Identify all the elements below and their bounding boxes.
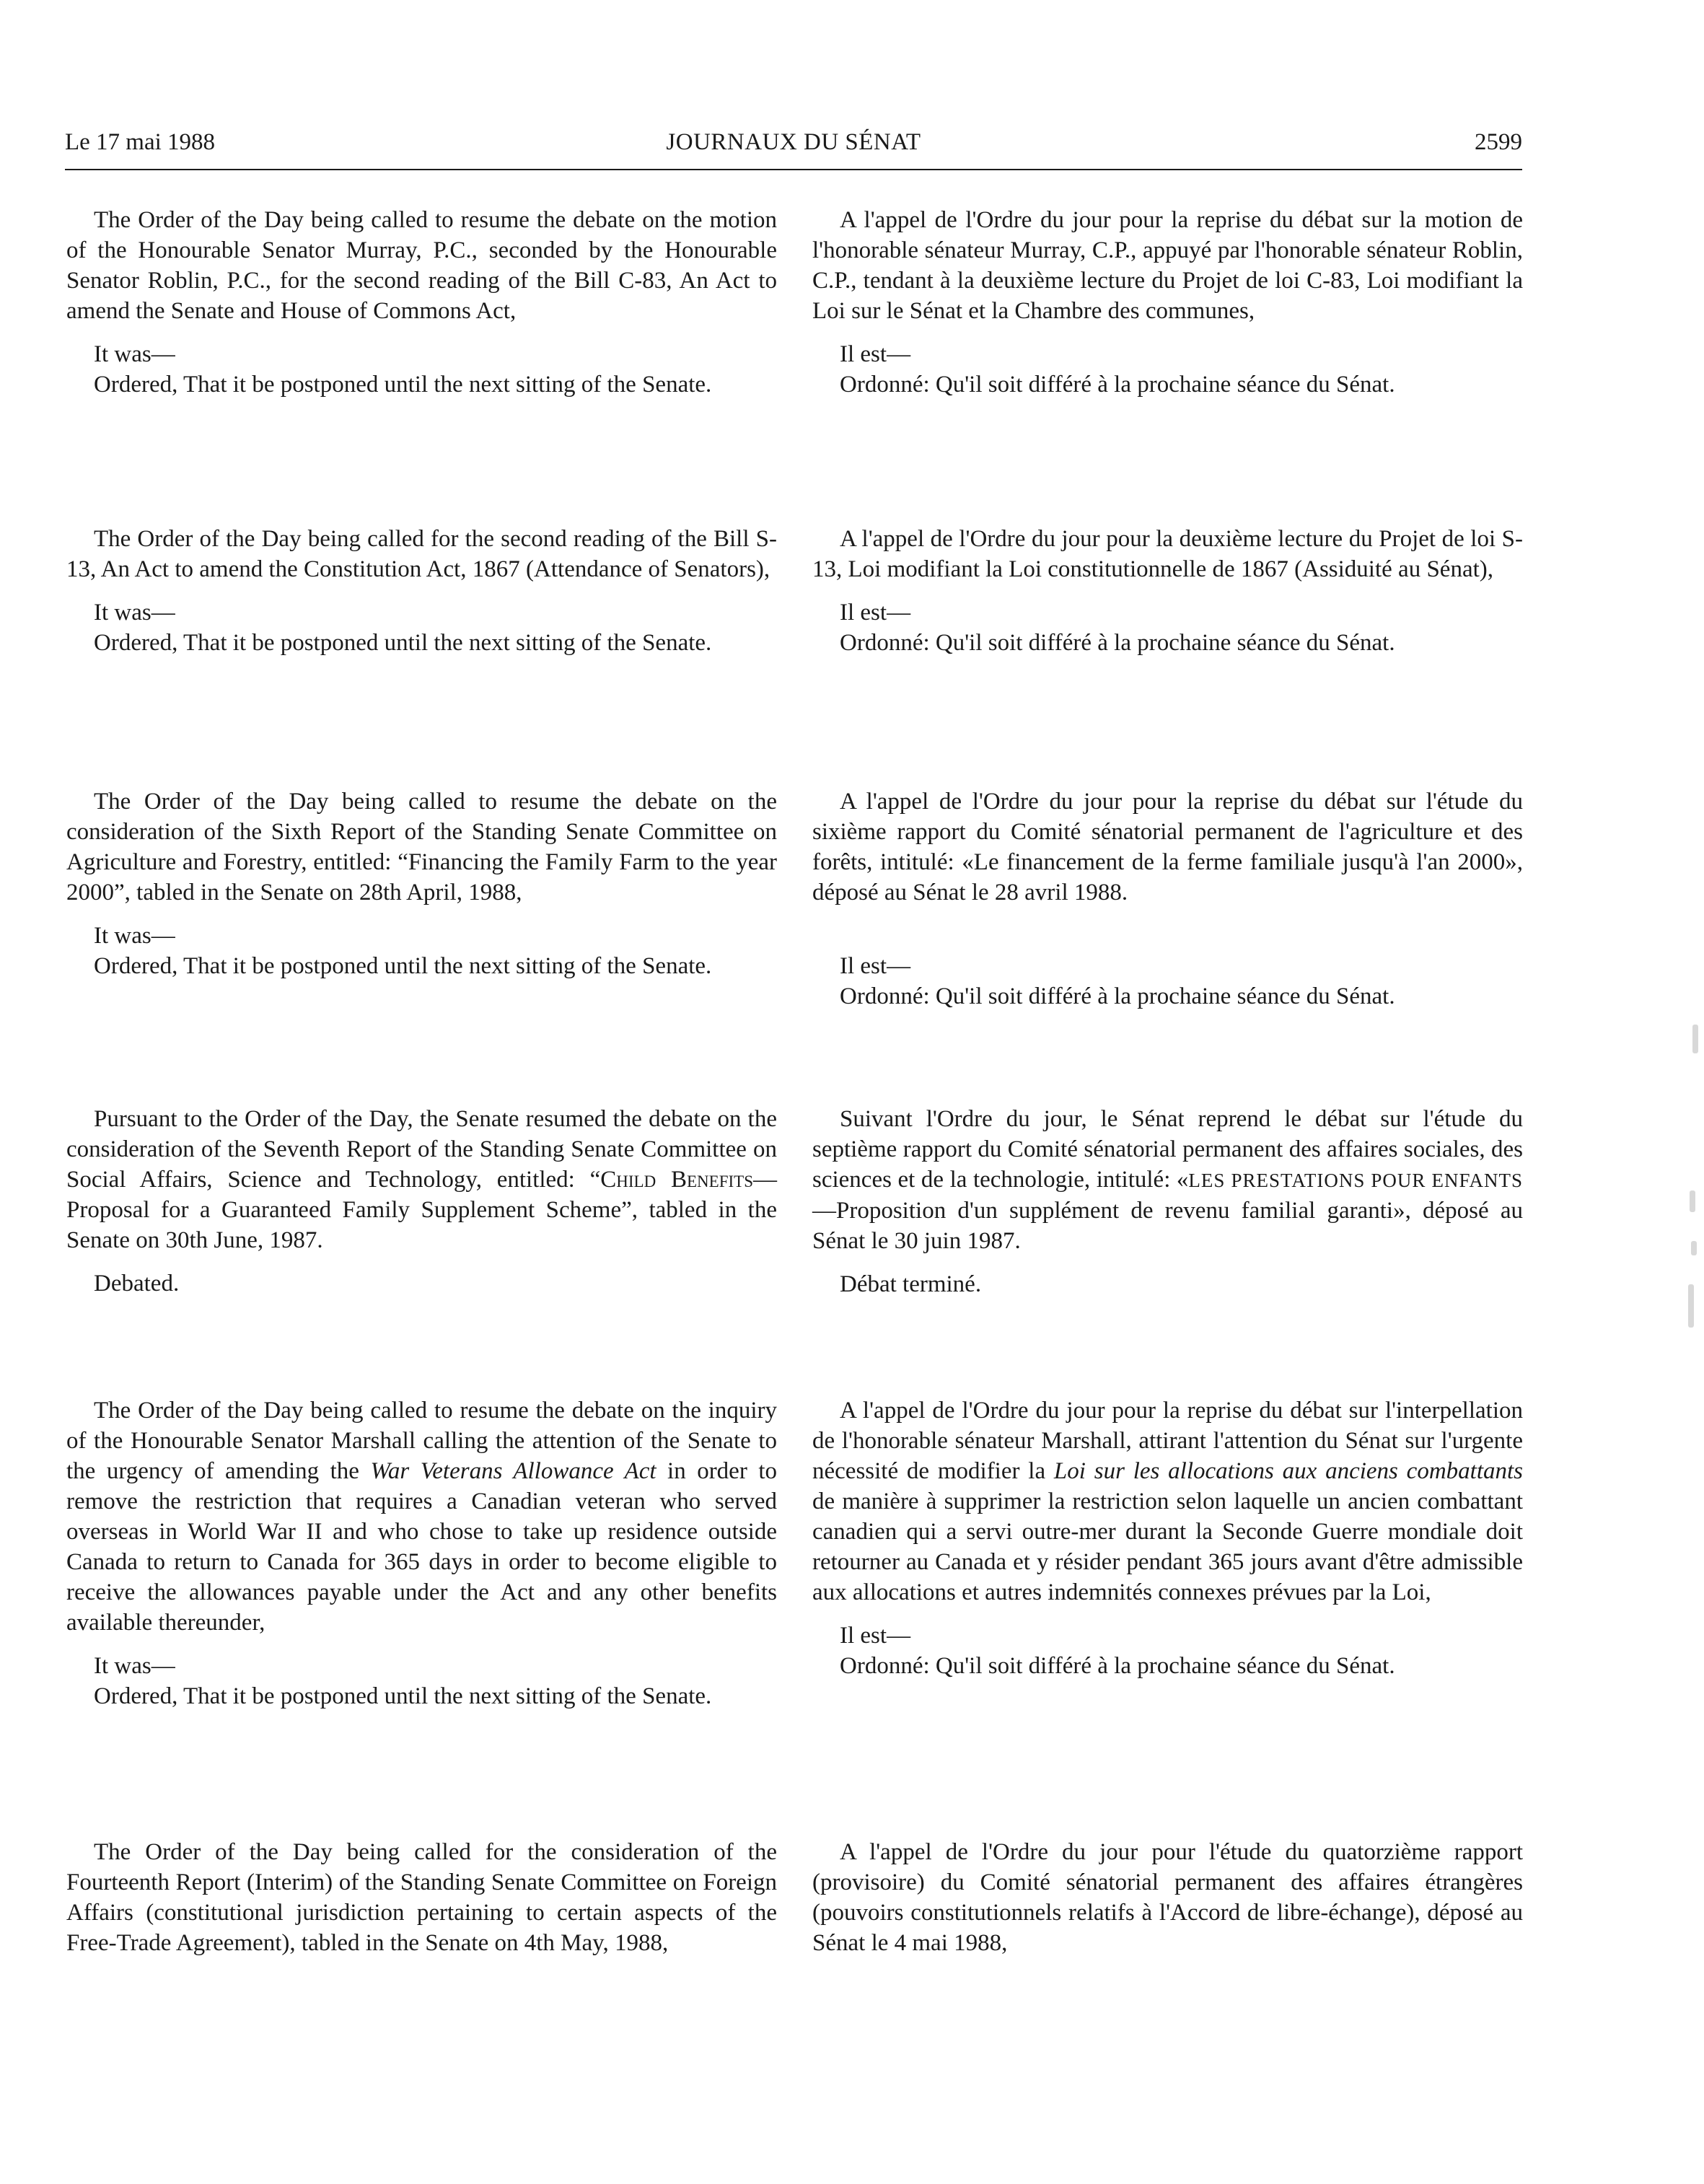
section-5-fr-intro-b: de manière à supprimer la restriction selon laquelle un ancien combattant canadien qui a servi outre-mer durant la Seconde Guerre mondiale doit retourner au Canada et y résider pendant 365 jours avant d'être admissible aux allocations et autres indemnités connexes prévues par la Loi, <box>812 1488 1523 1605</box>
scan-edge-marks <box>1682 1025 1704 1356</box>
section-5-fr <box>812 1395 1523 1681</box>
section-4-fr-intro-title: LES PRESTATIONS POUR ENFANTS <box>1188 1170 1523 1191</box>
section-1-en-it-was: It was— <box>94 341 175 367</box>
section-6-fr <box>812 1837 1523 1958</box>
section-4-fr-intro-b: —Proposition d'un supplément de revenu familial garanti», déposé au Sénat le 30 juin 1987. <box>812 1198 1523 1254</box>
section-2-fr <box>812 524 1523 658</box>
section-1-en-intro: The Order of the Day being called to resume the debate on the motion of the Honourable Senator Murray, P.C., seconded by the Honourable Senator Roblin, P.C., for the second reading of the Bill C-83, An Act to amend the Senate and House of Commons Act, <box>66 207 777 324</box>
section-1-fr <box>812 205 1523 400</box>
section-3-en-it-was: It was— <box>94 923 175 949</box>
section-5-fr-intro-a: A l'appel de l'Ordre du jour pour la reprise du débat sur l'interpellation de l'honorable sénateur Marshall, attirant l'attention du Sénat sur l'urgente nécessité de modifier la <box>812 1398 1523 1484</box>
section-3-en-ordered: Ordered, That it be postponed until the next sitting of the Senate. <box>94 953 712 979</box>
section-6-en-intro: The Order of the Day being called for the consideration of the Fourteenth Report (Interim) of the Standing Senate Committee on Foreign Affairs (constitutional jurisdiction pertaining to certain aspects of the Free-Trade Agreement), tabled in the Senate on 4th May, 1988, <box>66 1839 777 1956</box>
section-2-en-intro: The Order of the Day being called for the second reading of the Bill S-13, An Act to amend the Constitution Act, 1867 (Attendance of Senators), <box>66 526 777 582</box>
section-3-fr <box>812 786 1523 1012</box>
section-3-fr-il-est: Il est— <box>840 953 911 979</box>
section-2-en-it-was: It was— <box>94 600 175 626</box>
section-3-en <box>66 786 777 981</box>
section-6-en <box>66 1837 777 1958</box>
section-2-en-ordered: Ordered, That it be postponed until the next sitting of the Senate. <box>94 630 712 656</box>
section-4-en-debated: Debated. <box>94 1271 180 1297</box>
section-1-fr-ordonne: Ordonné: Qu'il soit différé à la prochaine séance du Sénat. <box>840 372 1395 398</box>
section-4-en-intro-b: —Proposal for a Guaranteed Family Supplement Scheme”, tabled in the Senate on 30th June, 1987. <box>66 1167 778 1253</box>
header-date: Le 17 mai 1988 <box>65 129 216 155</box>
header-title: JOURNAUX DU SÉNAT <box>666 129 921 155</box>
section-4-fr-debat: Débat terminé. <box>840 1271 982 1297</box>
section-4-en-intro-a: Pursuant to the Order of the Day, the Senate resumed the debate on the consideration of the Seventh Report of the Standing Senate Committee on Social Affairs, Science and Technology, entitled: “ <box>66 1106 777 1193</box>
section-2-fr-il-est: Il est— <box>840 600 911 626</box>
section-3-fr-ordonne: Ordonné: Qu'il soit différé à la prochaine séance du Sénat. <box>840 983 1395 1009</box>
section-5-fr-intro <box>812 1395 1523 1608</box>
section-1-fr-il-est: Il est— <box>840 341 911 367</box>
section-5-en-act-title: War Veterans Allowance Act <box>370 1458 656 1484</box>
section-4-en-intro-title: Child Benefits <box>600 1167 754 1193</box>
section-1-fr-intro: A l'appel de l'Ordre du jour pour la reprise du débat sur la motion de l'honorable sénateur Murray, C.P., appuyé par l'honorable sénateur Roblin, C.P., tendant à la deuxième lecture du Projet de loi C-83, Loi modifiant la Loi sur le Sénat et la Chambre des communes, <box>812 207 1523 324</box>
page-number: 2599 <box>1475 129 1522 155</box>
section-4-fr-intro <box>812 1104 1523 1256</box>
header-rule <box>65 169 1522 170</box>
section-5-fr-il-est: Il est— <box>840 1623 911 1649</box>
section-3-en-intro: The Order of the Day being called to resume the debate on the consideration of the Sixth Report of the Standing Senate Committee on Agriculture and Forestry, entitled: “Financing the Family Farm to the year 2000”, tabled in the Senate on 28th April, 1988, <box>66 789 777 905</box>
section-4-en-intro <box>66 1104 777 1255</box>
section-5-en-intro-a: The Order of the Day being called to resume the debate on the inquiry of the Honourable Senator Marshall calling the attention of the Senate to the urgency of amending the <box>66 1398 777 1484</box>
section-1-en <box>66 205 777 400</box>
section-5-fr-act-title: Loi sur les allocations aux anciens combattants <box>1053 1458 1524 1484</box>
section-5-en-intro <box>66 1395 777 1638</box>
section-4-fr <box>812 1104 1523 1299</box>
section-3-fr-intro: A l'appel de l'Ordre du jour pour la reprise du débat sur l'étude du sixième rapport du Comité sénatorial permanent de l'agriculture et des forêts, intitulé: «Le financement de la ferme familiale jusqu'à l'an 2000», déposé au Sénat le 28 avril 1988. <box>812 789 1523 905</box>
section-5-fr-ordonne: Ordonné: Qu'il soit différé à la prochaine séance du Sénat. <box>840 1653 1395 1679</box>
section-5-en-intro-b: in order to remove the restriction that requires a Canadian veteran who served overseas in World War II and who chose to take up residence outside Canada to return to Canada for 365 days in order to become eligible to receive the allowances payable under the Act and any other benefits available thereunder, <box>66 1458 777 1636</box>
section-4-fr-intro-a: Suivant l'Ordre du jour, le Sénat reprend le débat sur l'étude du septième rapport du Comité sénatorial permanent des affaires sociales, des sciences et de la technologie, intitulé: « <box>812 1106 1523 1193</box>
section-5-en <box>66 1395 777 1711</box>
section-1-en-ordered: Ordered, That it be postponed until the next sitting of the Senate. <box>94 372 712 398</box>
section-5-en-ordered: Ordered, That it be postponed until the next sitting of the Senate. <box>94 1683 712 1709</box>
section-2-en <box>66 524 777 658</box>
section-4-en <box>66 1104 777 1299</box>
section-2-fr-intro: A l'appel de l'Ordre du jour pour la deuxième lecture du Projet de loi S-13, Loi modifiant la Loi constitutionnelle de 1867 (Assiduité au Sénat), <box>812 526 1523 582</box>
section-5-en-it-was: It was— <box>94 1653 175 1679</box>
section-2-fr-ordonne: Ordonné: Qu'il soit différé à la prochaine séance du Sénat. <box>840 630 1395 656</box>
section-6-fr-intro: A l'appel de l'Ordre du jour pour l'étude du quatorzième rapport (provisoire) du Comité sénatorial permanent des affaires étrangères (pouvoirs constitutionnels relatifs à l'Accord de libre-échange), déposé au Sénat le 4 mai 1988, <box>812 1839 1523 1956</box>
